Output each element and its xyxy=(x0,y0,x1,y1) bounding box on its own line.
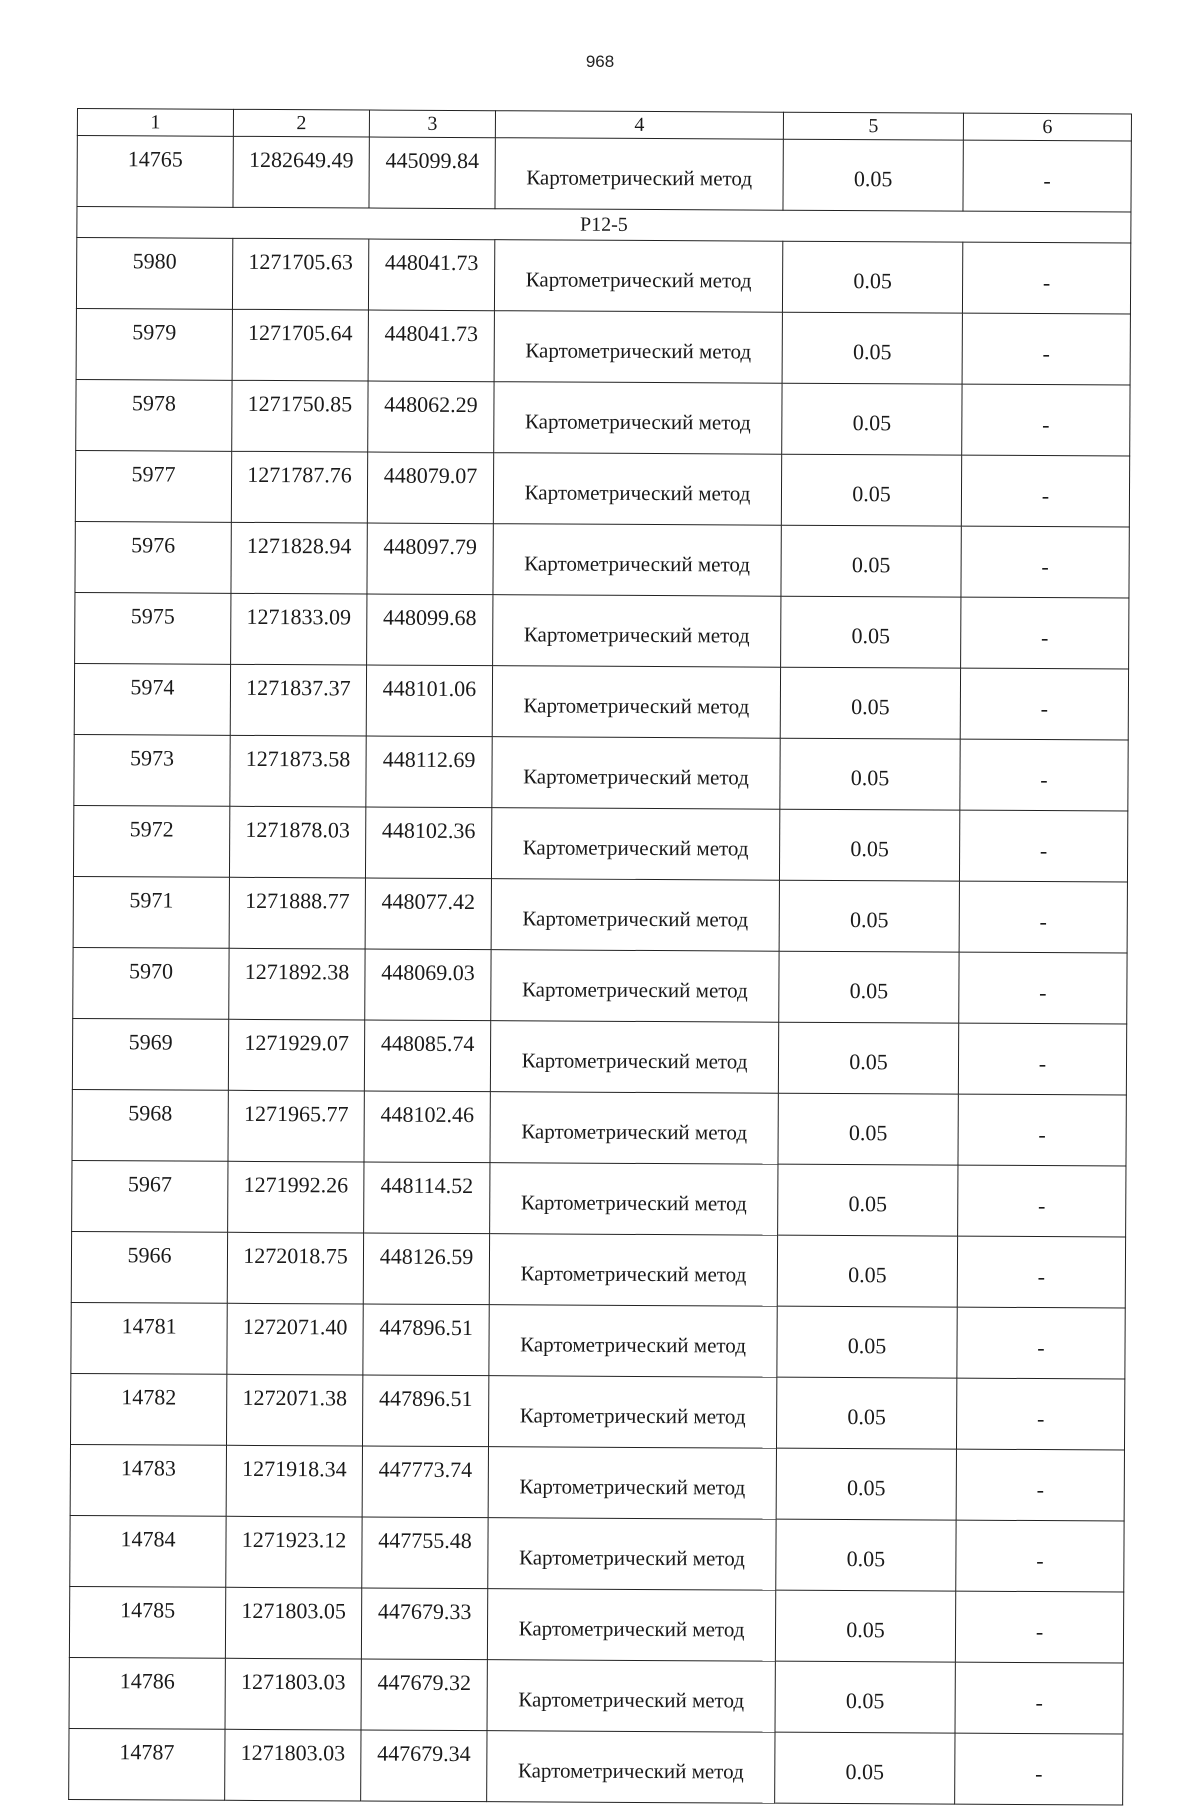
x-coordinate-cell: 1271705.63 xyxy=(232,238,368,310)
table-row xyxy=(77,136,1131,213)
method-cell: Картометрический метод xyxy=(487,1731,775,1804)
column-header: 6 xyxy=(963,113,1131,141)
accuracy-cell: 0.05 xyxy=(781,596,961,668)
note-cell: - xyxy=(962,242,1130,314)
method-cell: Картометрический метод xyxy=(494,311,782,384)
note-cell: - xyxy=(955,1662,1123,1734)
table-row xyxy=(72,1089,1126,1166)
table-row xyxy=(73,876,1127,953)
note-cell: - xyxy=(959,952,1127,1024)
point-number-cell: 14786 xyxy=(69,1657,225,1729)
y-coordinate-cell: 448102.46 xyxy=(364,1091,490,1163)
note-cell: - xyxy=(955,1733,1123,1805)
y-coordinate-cell: 447679.33 xyxy=(361,1588,487,1660)
y-coordinate-cell: 448114.52 xyxy=(364,1162,490,1234)
table-row xyxy=(75,450,1129,527)
x-coordinate-cell: 1271803.05 xyxy=(225,1587,361,1659)
method-cell: Картометрический метод xyxy=(493,595,781,668)
accuracy-cell: 0.05 xyxy=(776,1448,956,1520)
method-cell: Картометрический метод xyxy=(493,453,781,526)
point-number-cell: 5979 xyxy=(76,308,232,380)
column-header: 2 xyxy=(233,109,369,137)
x-coordinate-cell: 1271705.64 xyxy=(232,309,368,381)
y-coordinate-cell: 448101.06 xyxy=(366,665,492,737)
accuracy-cell: 0.05 xyxy=(783,139,963,211)
y-coordinate-cell: 447773.74 xyxy=(362,1446,488,1518)
point-number-cell: 14765 xyxy=(77,136,233,208)
section-label: Р12-5 xyxy=(77,207,1131,244)
table-row xyxy=(76,308,1130,385)
x-coordinate-cell: 1272071.38 xyxy=(226,1374,362,1446)
table-row xyxy=(74,734,1128,811)
y-coordinate-cell: 447679.32 xyxy=(361,1659,487,1731)
note-cell: - xyxy=(960,668,1128,740)
point-number-cell: 5969 xyxy=(72,1018,228,1090)
y-coordinate-cell: 448112.69 xyxy=(366,736,492,808)
table-row xyxy=(71,1231,1125,1308)
accuracy-cell: 0.05 xyxy=(778,1022,958,1094)
table-row xyxy=(76,379,1130,456)
point-number-cell: 14783 xyxy=(70,1444,226,1516)
note-cell: - xyxy=(960,739,1128,811)
x-coordinate-cell: 1271873.58 xyxy=(230,735,366,807)
accuracy-cell: 0.05 xyxy=(779,951,959,1023)
note-cell: - xyxy=(963,140,1131,212)
x-coordinate-cell: 1271833.09 xyxy=(231,593,367,665)
method-cell: Картометрический метод xyxy=(488,1518,776,1591)
column-header: 5 xyxy=(783,112,963,140)
point-number-cell: 5974 xyxy=(74,663,230,735)
page-number: 968 xyxy=(585,52,615,71)
method-cell: Картометрический метод xyxy=(488,1447,776,1520)
method-cell: Картометрический метод xyxy=(490,1163,778,1236)
note-cell: - xyxy=(961,526,1129,598)
x-coordinate-cell: 1271892.38 xyxy=(229,948,365,1020)
method-cell: Картометрический метод xyxy=(490,1021,778,1094)
table-row xyxy=(76,238,1130,315)
note-cell: - xyxy=(957,1236,1125,1308)
note-cell: - xyxy=(958,1023,1126,1095)
y-coordinate-cell: 448041.73 xyxy=(368,239,494,311)
table-row xyxy=(75,521,1129,598)
method-cell: Картометрический метод xyxy=(487,1589,775,1662)
table-row xyxy=(73,947,1127,1024)
accuracy-cell: 0.05 xyxy=(775,1732,955,1804)
note-cell: - xyxy=(956,1378,1124,1450)
y-coordinate-cell: 448085.74 xyxy=(364,1020,490,1092)
accuracy-cell: 0.05 xyxy=(778,1093,958,1165)
note-cell: - xyxy=(959,810,1127,882)
table-row xyxy=(72,1160,1126,1237)
note-cell: - xyxy=(961,597,1129,669)
y-coordinate-cell: 448099.68 xyxy=(367,594,493,666)
note-cell: - xyxy=(958,1094,1126,1166)
x-coordinate-cell: 1271878.03 xyxy=(229,806,365,878)
x-coordinate-cell: 1271888.77 xyxy=(229,877,365,949)
x-coordinate-cell: 1271803.03 xyxy=(225,1658,361,1730)
method-cell: Картометрический метод xyxy=(489,1305,777,1378)
x-coordinate-cell: 1271965.77 xyxy=(228,1090,364,1162)
y-coordinate-cell: 445099.84 xyxy=(369,137,495,209)
column-header: 4 xyxy=(495,111,783,140)
y-coordinate-cell: 448126.59 xyxy=(363,1233,489,1305)
method-cell: Картометрический метод xyxy=(489,1234,777,1307)
point-number-cell: 5968 xyxy=(72,1089,228,1161)
accuracy-cell: 0.05 xyxy=(775,1661,955,1733)
accuracy-cell: 0.05 xyxy=(776,1519,956,1591)
y-coordinate-cell: 448041.73 xyxy=(368,310,494,382)
point-number-cell: 5977 xyxy=(75,450,231,522)
y-coordinate-cell: 447896.51 xyxy=(363,1304,489,1376)
x-coordinate-cell: 1271750.85 xyxy=(232,380,368,452)
point-number-cell: 14782 xyxy=(71,1373,227,1445)
x-coordinate-cell: 1271923.12 xyxy=(226,1516,362,1588)
point-number-cell: 5971 xyxy=(73,876,229,948)
point-number-cell: 5972 xyxy=(73,805,229,877)
point-number-cell: 5976 xyxy=(75,521,231,593)
x-coordinate-cell: 1272071.40 xyxy=(227,1303,363,1375)
y-coordinate-cell: 448077.42 xyxy=(365,878,491,950)
accuracy-cell: 0.05 xyxy=(777,1306,957,1378)
x-coordinate-cell: 1282649.49 xyxy=(233,136,369,208)
accuracy-cell: 0.05 xyxy=(780,667,960,739)
point-number-cell: 14781 xyxy=(71,1302,227,1374)
table-row xyxy=(71,1373,1125,1450)
y-coordinate-cell: 448069.03 xyxy=(365,949,491,1021)
accuracy-cell: 0.05 xyxy=(782,241,962,313)
accuracy-cell: 0.05 xyxy=(782,312,962,384)
x-coordinate-cell: 1271837.37 xyxy=(230,664,366,736)
method-cell: Картометрический метод xyxy=(487,1660,775,1733)
method-cell: Картометрический метод xyxy=(488,1376,776,1449)
method-cell: Картометрический метод xyxy=(493,524,781,597)
method-cell: Картометрический метод xyxy=(492,666,780,739)
table-row xyxy=(70,1444,1124,1521)
y-coordinate-cell: 447755.48 xyxy=(362,1517,488,1589)
table-row xyxy=(72,1018,1126,1095)
note-cell: - xyxy=(962,384,1130,456)
method-cell: Картометрический метод xyxy=(494,240,782,313)
note-cell: - xyxy=(956,1520,1124,1592)
column-header: 1 xyxy=(77,109,233,137)
table-row xyxy=(75,592,1129,669)
table-row xyxy=(69,1586,1123,1663)
accuracy-cell: 0.05 xyxy=(779,809,959,881)
x-coordinate-cell: 1272018.75 xyxy=(227,1232,363,1304)
y-coordinate-cell: 448079.07 xyxy=(367,452,493,524)
accuracy-cell: 0.05 xyxy=(777,1235,957,1307)
method-cell: Картометрический метод xyxy=(492,737,780,810)
point-number-cell: 5970 xyxy=(73,947,229,1019)
point-number-cell: 5967 xyxy=(72,1160,228,1232)
accuracy-cell: 0.05 xyxy=(778,1164,958,1236)
point-number-cell: 5975 xyxy=(75,592,231,664)
point-number-cell: 5973 xyxy=(74,734,230,806)
accuracy-cell: 0.05 xyxy=(781,525,961,597)
point-number-cell: 14785 xyxy=(69,1586,225,1658)
x-coordinate-cell: 1271787.76 xyxy=(231,451,367,523)
method-cell: Картометрический метод xyxy=(494,382,782,455)
point-number-cell: 5966 xyxy=(71,1231,227,1303)
column-header: 3 xyxy=(369,110,495,138)
table-body xyxy=(69,109,1132,1805)
note-cell: - xyxy=(958,1165,1126,1237)
point-number-cell: 5980 xyxy=(76,238,232,310)
y-coordinate-cell: 448062.29 xyxy=(368,381,494,453)
note-cell: - xyxy=(959,881,1127,953)
note-cell: - xyxy=(957,1307,1125,1379)
x-coordinate-cell: 1271828.94 xyxy=(231,522,367,594)
method-cell: Картометрический метод xyxy=(491,950,779,1023)
method-cell: Картометрический метод xyxy=(491,808,779,881)
y-coordinate-cell: 447896.51 xyxy=(362,1375,488,1447)
x-coordinate-cell: 1271992.26 xyxy=(228,1161,364,1233)
method-cell: Картометрический метод xyxy=(490,1092,778,1165)
accuracy-cell: 0.05 xyxy=(779,880,959,952)
table-row xyxy=(73,805,1127,882)
note-cell: - xyxy=(962,313,1130,385)
x-coordinate-cell: 1271929.07 xyxy=(228,1019,364,1091)
point-number-cell: 5978 xyxy=(76,379,232,451)
point-number-cell: 14787 xyxy=(69,1728,225,1800)
y-coordinate-cell: 447679.34 xyxy=(361,1730,487,1802)
x-coordinate-cell: 1271918.34 xyxy=(226,1445,362,1517)
table-row xyxy=(69,1728,1123,1805)
y-coordinate-cell: 448102.36 xyxy=(365,807,491,879)
note-cell: - xyxy=(961,455,1129,527)
method-cell: Картометрический метод xyxy=(491,879,779,952)
note-cell: - xyxy=(955,1591,1123,1663)
accuracy-cell: 0.05 xyxy=(780,738,960,810)
y-coordinate-cell: 448097.79 xyxy=(367,523,493,595)
table-row xyxy=(71,1302,1125,1379)
accuracy-cell: 0.05 xyxy=(782,383,962,455)
point-number-cell: 14784 xyxy=(70,1515,226,1587)
x-coordinate-cell: 1271803.03 xyxy=(225,1729,361,1801)
table-row xyxy=(70,1515,1124,1592)
table-row xyxy=(74,663,1128,740)
note-cell: - xyxy=(956,1449,1124,1521)
accuracy-cell: 0.05 xyxy=(781,454,961,526)
accuracy-cell: 0.05 xyxy=(776,1377,956,1449)
accuracy-cell: 0.05 xyxy=(775,1590,955,1662)
coordinates-table xyxy=(68,108,1132,1806)
method-cell: Картометрический метод xyxy=(495,138,783,211)
